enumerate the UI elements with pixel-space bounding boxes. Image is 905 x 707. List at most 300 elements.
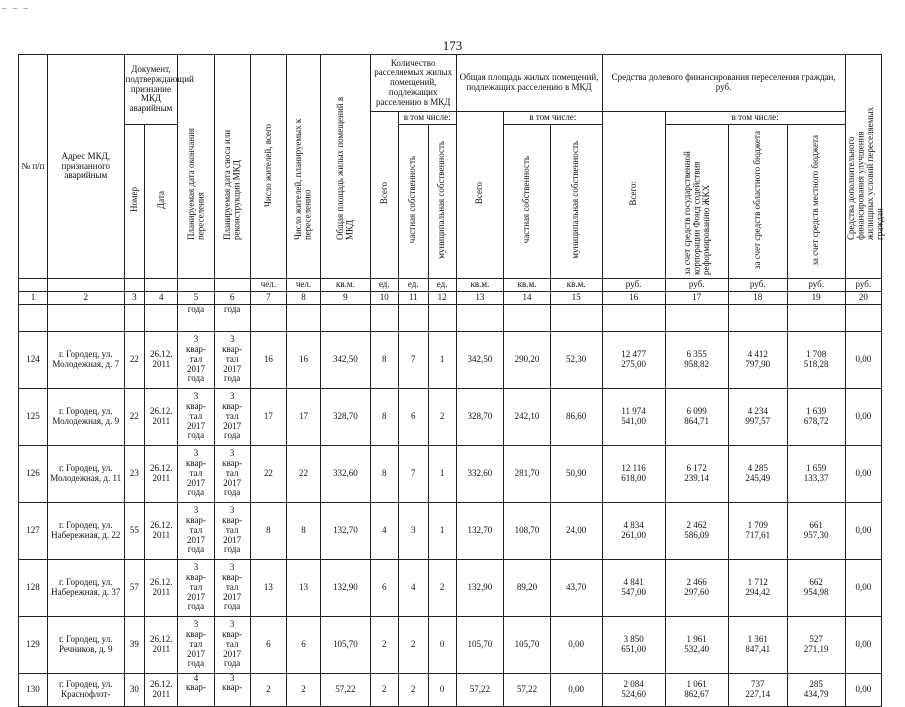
cell-c6-line: квар- <box>222 458 243 469</box>
cell-c19-line: 518,28 <box>803 358 829 369</box>
header-rooms-private <box>398 125 428 279</box>
cell-c18 <box>728 559 787 616</box>
unit-cell-8: чел. <box>286 278 320 291</box>
cell-c17-line: 1 961 <box>686 634 707 644</box>
cell-c16-line: 547,00 <box>621 586 646 597</box>
colnum-cell-18: 18 <box>728 291 787 304</box>
cell-c13: 132,70 <box>456 502 504 559</box>
cell-c5-line: года <box>187 430 205 441</box>
table-row <box>19 616 882 673</box>
cell-c6 <box>214 616 250 673</box>
header-area-municipal-text: муниципальная собственность <box>570 141 581 259</box>
cell-c6-line: тал <box>225 524 239 535</box>
cell-addr: г. Городец, ул. Молодежная, д. 11 <box>47 445 124 502</box>
cell-c20: 0,00 <box>845 445 881 502</box>
cell-c16-line: 4 834 <box>623 520 644 530</box>
header-funds-local <box>787 125 845 279</box>
cell-c20: 0,00 <box>845 559 881 616</box>
cell-c5-line: тал <box>189 467 203 478</box>
cell-c8: 22 <box>286 445 320 502</box>
cell-c5-line: квар- <box>185 629 206 640</box>
cell-num: 22 <box>124 388 145 445</box>
cell-c5-line: года <box>187 658 205 669</box>
colnum-cell-19: 19 <box>787 291 845 304</box>
colnum-cell-10: 10 <box>370 291 398 304</box>
cell-c6 <box>214 331 250 388</box>
cell-c17 <box>665 502 728 559</box>
cell-c6-line: года <box>224 487 241 498</box>
cell-num: 30 <box>124 673 145 706</box>
cell-c17-line: 239,14 <box>684 472 710 483</box>
cell-c5-line: 4 <box>193 672 199 683</box>
header-col6-text: Планируемая дата сноса или реконструкции МКД <box>221 129 242 240</box>
header-col7-text: Число жителей, всего <box>262 123 273 207</box>
cell-c18-line: 4 234 <box>747 406 768 416</box>
cell-c15: 52,30 <box>550 331 602 388</box>
cell-c5-line: года <box>187 601 205 612</box>
cell-c16-line: 12 477 <box>621 349 646 359</box>
cell-n: 125 <box>19 388 48 445</box>
cell-c17 <box>665 445 728 502</box>
cell-c13: 332,60 <box>456 445 504 502</box>
cell-c17-line: 6 099 <box>686 406 707 416</box>
cell-c13: 328,70 <box>456 388 504 445</box>
cell-c18-line: 997,57 <box>745 415 771 426</box>
cell-c16-line: 651,00 <box>621 643 646 654</box>
header-rooms-municipal <box>428 125 456 279</box>
header-col5-text: Планируемая дата окончания переселения <box>185 127 205 240</box>
header-area-total <box>456 112 504 279</box>
cell-c6-line: 2017 <box>223 648 242 659</box>
cell-c13: 132,90 <box>456 559 504 616</box>
cell-c6-line: 2017 <box>223 363 242 374</box>
cell-c10: 8 <box>370 445 398 502</box>
cell-c6-line: 3 <box>229 619 235 630</box>
cell <box>370 304 398 331</box>
cell-c16 <box>602 559 665 616</box>
cell <box>728 304 787 331</box>
cell-c16-line: 3 850 <box>623 634 644 644</box>
cell-c6-line: 3 <box>229 562 235 573</box>
cell-c11: 2 <box>398 616 428 673</box>
cell-date: 26.12. 2011 <box>145 388 178 445</box>
cell-c7: 6 <box>250 616 286 673</box>
cell-c5 <box>178 559 214 616</box>
header-col20 <box>845 55 884 279</box>
header-area-incl: в том числе: <box>504 112 602 125</box>
cell-c15: 50,90 <box>550 445 602 502</box>
cell-c17 <box>665 673 728 706</box>
cell-c5 <box>178 388 214 445</box>
cell <box>250 304 286 331</box>
colnum-cell-5: 5 <box>178 291 214 304</box>
cell-c11: 7 <box>398 331 428 388</box>
cell-date: 26.12. 2011 <box>145 331 178 388</box>
cell-c6-line: квар- <box>222 515 243 526</box>
cell <box>19 304 48 331</box>
cell-c18-line: 227,14 <box>745 688 771 699</box>
cell-num: 55 <box>124 502 145 559</box>
cell-c14: 108,70 <box>504 502 551 559</box>
cell-addr: г. Городец, ул. Речников, д. 9 <box>47 616 124 673</box>
cell <box>145 304 178 331</box>
resettlement-table <box>18 54 882 707</box>
header-funds-incl: в том числе: <box>665 112 845 125</box>
unit-cell-10: ед. <box>370 278 398 291</box>
cell-c18-line: 4 412 <box>747 349 768 359</box>
header-rooms-group: Количество расселяемых жилых помещений, подлежащих расселению в МКД <box>370 55 456 112</box>
cell-c6-line: 3 <box>229 505 235 516</box>
cell <box>47 304 124 331</box>
cell-c8: 6 <box>286 616 320 673</box>
cell-c15: 86,60 <box>550 388 602 445</box>
cell-c6-line: года <box>224 544 241 555</box>
cell-c14: 290,20 <box>504 331 551 388</box>
header-col20-text: Средства дополнительного финансирования улучшения жилищных условий переселяемых граждан <box>845 106 884 240</box>
cell-c18 <box>728 445 787 502</box>
cell-addr: г. Городец, ул. Краснофлот- <box>47 673 124 706</box>
header-area-private <box>504 125 551 279</box>
cell <box>602 304 665 331</box>
cell-c18-line: 294,42 <box>745 586 771 597</box>
cell-c5 <box>178 331 214 388</box>
cell-c13: 342,50 <box>456 331 504 388</box>
header-rooms-total <box>370 112 398 279</box>
table-row <box>19 388 882 445</box>
colnum-cell-3: 3 <box>124 291 145 304</box>
cell-c12: 1 <box>428 502 456 559</box>
cell-c17-line: 297,60 <box>684 586 710 597</box>
unit-cell-1 <box>19 278 48 291</box>
cell-c18 <box>728 673 787 706</box>
cell-c11: 6 <box>398 388 428 445</box>
cell-c19 <box>787 559 845 616</box>
cell-c7: 8 <box>250 502 286 559</box>
unit-cell-20: руб. <box>845 278 881 291</box>
cell-c9: 105,70 <box>321 616 371 673</box>
cell-c5-line: 3 <box>193 505 199 516</box>
cell-c19-line: 662 <box>809 577 823 587</box>
cell <box>550 304 602 331</box>
cell-c19-line: 957,30 <box>803 529 829 540</box>
cell-c14: 281,70 <box>504 445 551 502</box>
unit-cell-17: руб. <box>665 278 728 291</box>
cell <box>124 304 145 331</box>
cell-c20: 0,00 <box>845 673 881 706</box>
continuation-c5: года <box>178 304 214 331</box>
cell-c8: 8 <box>286 502 320 559</box>
cell-c12: 1 <box>428 331 456 388</box>
cell-num: 22 <box>124 331 145 388</box>
unit-cell-6 <box>214 278 250 291</box>
header-col5 <box>178 55 214 279</box>
cell-c17-line: 1 061 <box>686 679 707 689</box>
cell-c16 <box>602 616 665 673</box>
cell-c8: 2 <box>286 673 320 706</box>
unit-cell-19: руб. <box>787 278 845 291</box>
cell-c19-line: 271,19 <box>803 643 829 654</box>
cell-c5-line: квар- <box>185 401 206 412</box>
cell-c14: 242,10 <box>504 388 551 445</box>
cell-c8: 13 <box>286 559 320 616</box>
cell-c9: 132,90 <box>321 559 371 616</box>
header-funds-regional-text: за счет средств областного бюджета <box>752 130 762 270</box>
cell-c6-line: года <box>224 601 241 612</box>
cell-c7: 22 <box>250 445 286 502</box>
cell-c13: 57,22 <box>456 673 504 706</box>
continuation-c6: года <box>214 304 250 331</box>
cell <box>286 304 320 331</box>
colnum-cell-15: 15 <box>550 291 602 304</box>
header-rooms-private-text: частная собственность <box>407 156 418 244</box>
units-row <box>19 278 882 291</box>
cell-c6-line: 3 <box>229 334 235 345</box>
cell-c5-line: квар- <box>185 458 206 469</box>
cell-c7: 2 <box>250 673 286 706</box>
cell-n: 126 <box>19 445 48 502</box>
cell-c6-line: квар- <box>222 572 243 583</box>
cell-c17-line: 2 462 <box>686 520 707 530</box>
cell-c20: 0,00 <box>845 331 881 388</box>
header-doc-number-text: Номер <box>128 187 139 213</box>
page-number: 173 <box>442 38 463 53</box>
cell-c6-line: года <box>224 373 241 384</box>
header-area-municipal <box>550 125 602 279</box>
cell-n: 129 <box>19 616 48 673</box>
colnum-cell-7: 7 <box>250 291 286 304</box>
header-col8-text: Число жителей, планируемых к переселению <box>293 118 313 240</box>
cell-c17-line: 864,71 <box>684 415 710 426</box>
cell-c18 <box>728 616 787 673</box>
cell-c17 <box>665 331 728 388</box>
unit-cell-14: кв.м. <box>504 278 551 291</box>
header-address: Адрес МКД, признанного аварийным <box>47 55 124 279</box>
unit-cell-15: кв.м. <box>550 278 602 291</box>
cell-c6 <box>214 559 250 616</box>
colnum-cell-11: 11 <box>398 291 428 304</box>
cell-c12: 2 <box>428 559 456 616</box>
cell-c8: 17 <box>286 388 320 445</box>
table-row <box>19 673 882 706</box>
header-area-private-text: частная собственность <box>521 156 532 244</box>
continuation-row <box>19 304 882 331</box>
cell-c10: 8 <box>370 331 398 388</box>
cell-c14: 89,20 <box>504 559 551 616</box>
cell-c16 <box>602 331 665 388</box>
cell-c19-line: 133,37 <box>803 472 829 483</box>
cell-c19-line: 1 639 <box>806 406 827 416</box>
cell-c6-line: года <box>224 658 241 669</box>
cell-c14: 105,70 <box>504 616 551 673</box>
cell-c19 <box>787 502 845 559</box>
cell-c18-line: 717,61 <box>745 529 771 540</box>
cell-c17-line: 2 466 <box>686 577 707 587</box>
cell <box>787 304 845 331</box>
cell-c19-line: 434,79 <box>803 688 829 699</box>
header-rooms-incl: в том числе: <box>398 112 456 125</box>
cell <box>428 304 456 331</box>
header-doc-date-text: Дата <box>155 191 166 209</box>
header-col7 <box>250 55 286 279</box>
cell-c19-line: 285 <box>809 679 823 689</box>
header-funds-fund <box>665 125 728 279</box>
cell-num: 23 <box>124 445 145 502</box>
unit-cell-18: руб. <box>728 278 787 291</box>
header-doc-date <box>145 125 178 279</box>
scan-mark: _ _ _ <box>2 0 30 10</box>
cell-c6-line: года <box>224 430 241 441</box>
cell-c16-line: 4 841 <box>623 577 644 587</box>
cell-c5-line: тал <box>189 638 203 649</box>
cell-c17-line: 6 355 <box>686 349 707 359</box>
header-funds-total <box>602 112 665 279</box>
cell-c16-line: 2 084 <box>623 679 644 689</box>
header-rooms-municipal-text: муниципальная собственность <box>436 141 447 259</box>
cell-c6-line: 3 <box>229 391 235 402</box>
cell-c5-line: 3 <box>193 448 199 459</box>
colnum-cell-1: 1 <box>19 291 48 304</box>
cell-c6-line: 2017 <box>223 591 242 602</box>
cell-c10: 2 <box>370 673 398 706</box>
table-row <box>19 559 882 616</box>
cell-c5-line: квар- <box>185 344 206 355</box>
cell-c5 <box>178 673 214 706</box>
cell-c17-line: 586,09 <box>684 529 710 540</box>
cell-c12: 2 <box>428 388 456 445</box>
colnum-cell-8: 8 <box>286 291 320 304</box>
cell-c18-line: 797,90 <box>745 358 771 369</box>
cell-c18-line: 245,49 <box>745 472 771 483</box>
unit-cell-2 <box>47 278 124 291</box>
cell-c16-line: 261,00 <box>621 529 646 540</box>
cell-c5-line: тал <box>189 581 203 592</box>
cell-num: 57 <box>124 559 145 616</box>
cell-c20: 0,00 <box>845 616 881 673</box>
cell-c12: 0 <box>428 673 456 706</box>
cell-n: 124 <box>19 331 48 388</box>
colnum-cell-9: 9 <box>321 291 371 304</box>
cell-c10: 4 <box>370 502 398 559</box>
cell-c5-line: тал <box>189 524 203 535</box>
cell-c16-line: 541,00 <box>621 415 646 426</box>
cell-c19 <box>787 388 845 445</box>
cell-c16-line: 618,00 <box>621 472 646 483</box>
cell-c19 <box>787 673 845 706</box>
cell-c5-line: 2017 <box>186 420 205 431</box>
cell-c17 <box>665 388 728 445</box>
data-rows <box>19 331 882 706</box>
cell-c6-line: квар- <box>222 401 243 412</box>
unit-cell-9: кв.м. <box>321 278 371 291</box>
cell-c6-line: тал <box>225 581 239 592</box>
cell-c19-line: 527 <box>809 634 823 644</box>
table-row <box>19 445 882 502</box>
cell-c17-line: 862,67 <box>684 688 710 699</box>
cell <box>845 304 881 331</box>
cell-c6 <box>214 502 250 559</box>
cell-c5-line: 2017 <box>186 534 205 545</box>
cell-c18-line: 847,41 <box>745 643 771 654</box>
unit-cell-16: руб. <box>602 278 665 291</box>
cell-c15: 24,00 <box>550 502 602 559</box>
cell-c16-line: 11 974 <box>621 406 646 416</box>
cell-c15: 43,70 <box>550 559 602 616</box>
cell-c11: 4 <box>398 559 428 616</box>
header-area-total-text: Всего <box>474 182 485 205</box>
header-funds-regional <box>728 125 787 279</box>
header-rooms-total-text: Всего <box>378 182 389 205</box>
header-funds-local-text: за счет средств местного бюджета <box>810 134 821 266</box>
cell-c16 <box>602 445 665 502</box>
cell-c5-line: 2017 <box>186 363 205 374</box>
cell-c18-line: 1 361 <box>747 634 768 644</box>
cell-c5 <box>178 616 214 673</box>
cell-c18-line: 737 <box>750 679 765 689</box>
cell-c19 <box>787 445 845 502</box>
cell-c19-line: 1 708 <box>806 349 827 359</box>
cell-c8: 16 <box>286 331 320 388</box>
cell <box>665 304 728 331</box>
cell-c19 <box>787 331 845 388</box>
cell-c16-line: 12 116 <box>621 463 646 473</box>
cell-c6 <box>214 445 250 502</box>
colnum-cell-12: 12 <box>428 291 456 304</box>
cell-n: 130 <box>19 673 48 706</box>
cell-c12: 0 <box>428 616 456 673</box>
unit-cell-12: ед. <box>428 278 456 291</box>
cell-c18-line: 1 709 <box>747 520 768 530</box>
cell-c5-line: тал <box>189 353 203 364</box>
cell-c18-line: 4 285 <box>747 463 768 473</box>
cell-c18 <box>728 331 787 388</box>
cell-c17-line: 6 172 <box>686 463 707 473</box>
unit-cell-7: чел. <box>250 278 286 291</box>
cell-c5-line: 2017 <box>186 648 205 659</box>
cell-c5-line: 3 <box>193 334 199 345</box>
colnum-cell-6: 6 <box>214 291 250 304</box>
cell-c6-line: квар- <box>222 629 243 640</box>
cell-c17-line: 958,82 <box>684 358 710 369</box>
cell-c9: 57,22 <box>321 673 371 706</box>
cell-c19-line: 1 659 <box>806 463 827 473</box>
cell-n: 127 <box>19 502 48 559</box>
header-col8 <box>286 55 320 279</box>
cell-c17-line: 532,40 <box>684 643 710 654</box>
unit-cell-13: кв.м. <box>456 278 504 291</box>
cell-c11: 7 <box>398 445 428 502</box>
cell-c9: 342,50 <box>321 331 371 388</box>
cell-c6-line: 2017 <box>223 477 242 488</box>
cell-c14: 57,22 <box>504 673 551 706</box>
cell-c15: 0,00 <box>550 616 602 673</box>
header-funds-total-text: Всего: <box>627 181 638 206</box>
cell-addr: г. Городец, ул. Набережная, д. 37 <box>47 559 124 616</box>
cell <box>456 304 504 331</box>
cell-c6 <box>214 673 250 706</box>
table-row <box>19 502 882 559</box>
cell-c6-line: тал <box>225 410 239 421</box>
cell-c16 <box>602 502 665 559</box>
cell-c16 <box>602 388 665 445</box>
cell-date: 26.12. 2011 <box>145 502 178 559</box>
colnum-cell-16: 16 <box>602 291 665 304</box>
colnum-cell-20: 20 <box>845 291 881 304</box>
cell-c6 <box>214 388 250 445</box>
cell-c10: 2 <box>370 616 398 673</box>
cell-c17 <box>665 616 728 673</box>
cell <box>504 304 551 331</box>
cell <box>321 304 371 331</box>
